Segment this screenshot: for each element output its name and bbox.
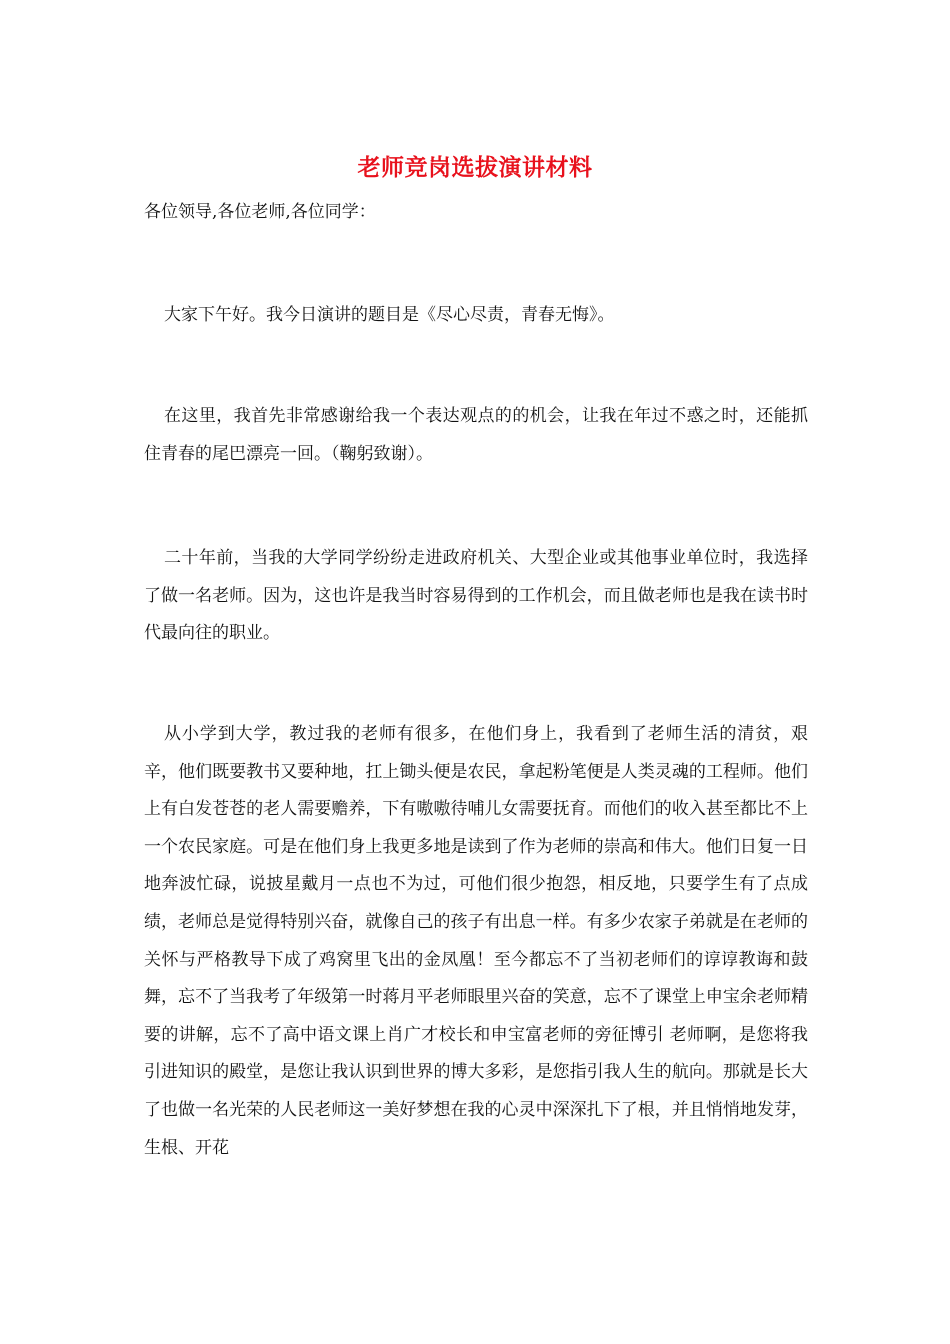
paragraph-teachers-memory: 从小学到大学，教过我的老师有很多，在他们身上，我看到了老师生活的清贫，艰辛，他们既要教书又要种地，扛上锄头便是农民，拿起粉笔便是人类灵魂的工程师。他们上有白发苍苍的老人需要赡养，下有嗷嗷待哺儿女需要抚育。而他们的收入甚至都比不上一个农民家庭。可是在他们身上我更多地是读到了作为老师的崇高和伟大。他们日复一日地奔波忙碌，说披星戴月一点也不为过，可他们很少抱怨，相反地，只要学生有了点成绩，老师总是觉得特别兴奋，就像自己的孩子有出息一样。有多少农家子弟就是在老师的关怀与严格教导下成了鸡窝里飞出的金凤凰！至今都忘不了当初老师们的谆谆教诲和鼓舞，忘不了当我考了年级第一时蒋月平老师眼里兴奋的笑意，忘不了课堂上申宝余老师精要的讲解，忘不了高中语文课上肖广才校长和申宝富老师的旁征博引 老师啊，是您将我引进知识的殿堂，是您让我认识到世界的博大多彩，是您指引我人生的航向。那就是长大了也做一名光荣的人民老师这一美好梦想在我的心灵中深深扎下了根，并且悄悄地发芽，生根、开花 (144, 724, 808, 1158)
document-title: 老师竞岗选拔演讲材料 (357, 154, 593, 181)
paragraph-thanks: 在这里，我首先非常感谢给我一个表达观点的的机会，让我在年过不惑之时，还能抓住青春的尾巴漂亮一回。（鞠躬致谢）。 (144, 406, 808, 464)
paragraph-greeting: 大家下午好。我今日演讲的题目是《尽心尽责，青春无悔》。 (164, 305, 615, 325)
paragraph-career-choice: 二十年前，当我的大学同学纷纷走进政府机关、大型企业或其他事业单位时，我选择了做一名老师。因为，这也许是我当时容易得到的工作机会，而且做老师也是我在读书时代最向往的职业。 (144, 548, 808, 644)
salutation: 各位领导,各位老师,各位同学： (144, 202, 376, 222)
